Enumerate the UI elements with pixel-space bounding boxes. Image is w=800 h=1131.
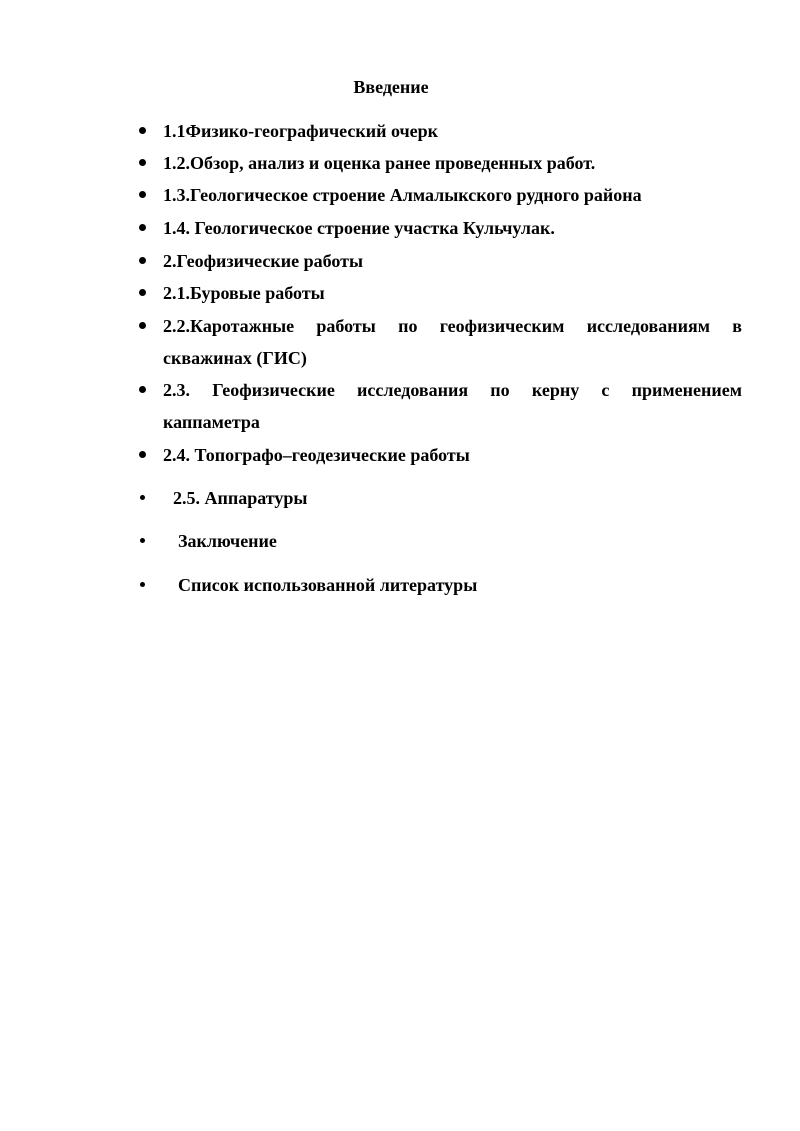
list-item — [138, 525, 742, 557]
list-item-label: 2.4. Топографо–геодезические работы — [163, 445, 470, 465]
list-item — [138, 179, 742, 211]
list-item-label — [163, 310, 742, 374]
list-item — [138, 439, 742, 471]
list-item — [138, 147, 742, 179]
list-item-label: 1.1Физико-географический очерк — [163, 121, 439, 141]
list-item-label: 2.Геофизические работы — [163, 251, 364, 271]
list-item — [138, 482, 742, 514]
list-item — [138, 212, 742, 244]
list-item-line: 2.2.Каротажные работы по геофизическим исследованиям в — [163, 316, 742, 336]
list-item-label: Заключение — [178, 531, 277, 551]
list-item-line: скважинах (ГИС) — [163, 348, 307, 368]
list-item — [138, 245, 742, 277]
list-item — [138, 569, 742, 601]
list-item-line: каппаметра — [163, 412, 260, 432]
list-item-label: 1.2.Обзор, анализ и оценка ранее проведенных работ. — [163, 153, 596, 173]
list-item — [138, 115, 742, 147]
list-item — [138, 310, 742, 374]
list-item-label: 2.1.Буровые работы — [163, 283, 325, 303]
list-item-label — [163, 374, 742, 438]
list-item-label: 1.4. Геологическое строение участка Кульчулак. — [163, 218, 555, 238]
list-item-label: 1.3.Геологическое строение Алмалыкского рудного района — [163, 185, 642, 205]
list-item-label: 2.5. Аппаратуры — [173, 488, 308, 508]
list-item-line: 2.3. Геофизические исследования по керну с применением — [163, 380, 742, 400]
list-item-label: Список использованной литературы — [178, 575, 478, 595]
page-title: Введение — [353, 77, 429, 97]
list-item — [138, 374, 742, 438]
list-item — [138, 277, 742, 309]
